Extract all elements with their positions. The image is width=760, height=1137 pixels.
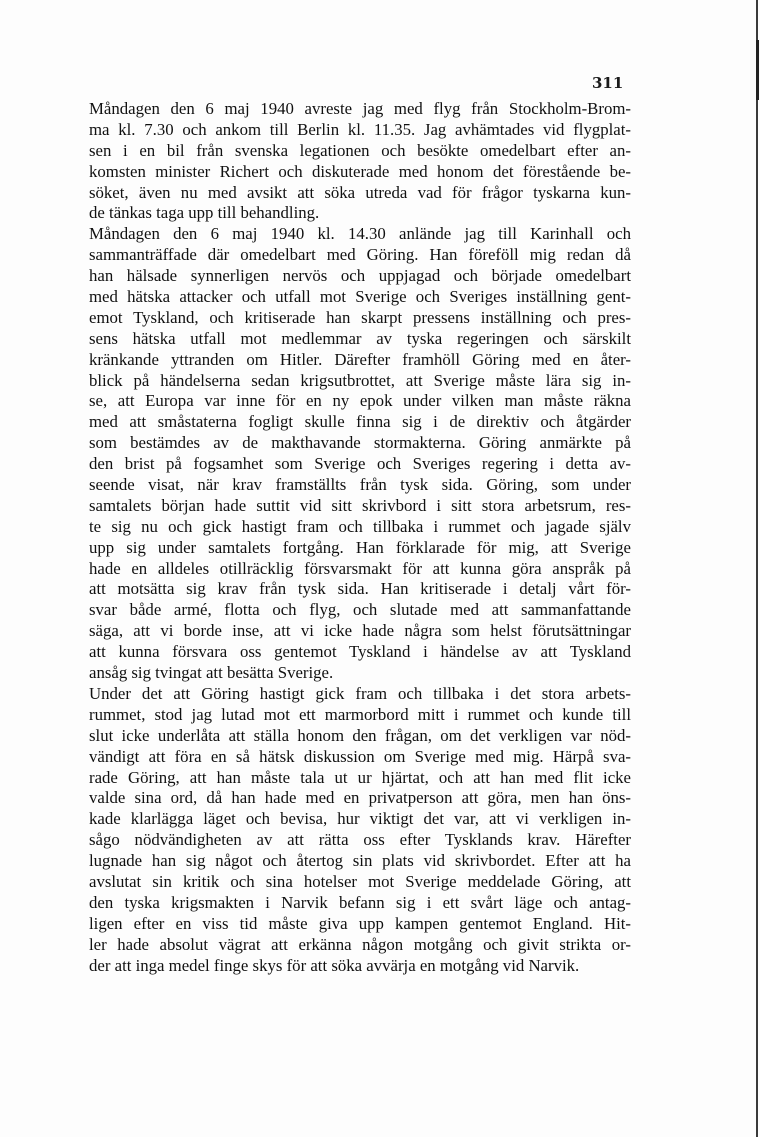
page-number: 311: [592, 74, 624, 92]
text-line: att motsätta sig krav från tysk sida. Han kritiserade i detalj vårt för-: [89, 579, 631, 599]
text-line: de tänkas taga upp till behandling.: [89, 203, 320, 223]
text-line: Måndagen den 6 maj 1940 kl. 14.30 anlände jag till Karinhall och: [89, 224, 631, 244]
paragraph: [89, 99, 631, 224]
text-line: sens hätska utfall mot medlemmar av tyska regeringen och särskilt: [89, 328, 631, 348]
text-line: kade klarlägga läget och bevisa, hur viktigt det var, att vi verkligen in-: [89, 809, 631, 829]
text-line: sågo nödvändigheten av att rätta oss efter Tysklands krav. Härefter: [89, 830, 631, 850]
text-line: te sig nu och gick hastigt fram och tillbaka i rummet och jagade själv: [89, 516, 631, 536]
text-line: rummet, stod jag lutad mot ett marmorbord mitt i rummet och kunde till: [89, 704, 631, 724]
text-line: Under det att Göring hastigt gick fram och tillbaka i det stora arbets-: [89, 683, 631, 703]
text-line: med att småstaterna fogligt skulle finna sig i de direktiv och åtgärder: [89, 412, 631, 432]
text-line: rade Göring, att han måste tala ut ur hjärtat, och att han med flit icke: [89, 767, 631, 787]
text-line: slut icke underlåta att ställa honom den frågan, om det verkligen var nöd-: [89, 725, 631, 745]
text-line: säga, att vi borde inse, att vi icke hade några som helst förutsättningar: [89, 621, 631, 641]
text-line: sen i en bil från svenska legationen och besökte omedelbart efter an-: [89, 140, 631, 160]
text-line: lugnade han sig något och återtog sin plats vid skrivbordet. Efter att ha: [89, 851, 631, 871]
text-line: söket, även nu med avsikt att söka utreda vad för frågor tyskarna kun-: [89, 182, 631, 202]
paragraph: [89, 684, 631, 976]
text-line: avslutat sin kritik och sina hotelser mot Sverige meddelade Göring, att: [89, 871, 631, 891]
text-line: svar både armé, flotta och flyg, och slutade med att sammanfattande: [89, 600, 631, 620]
text-line: den brist på fogsamhet som Sverige och Sveriges regering i detta av-: [89, 454, 631, 474]
text-line: der att inga medel finge skys för att söka avvärja en motgång vid Narvik.: [89, 955, 580, 975]
text-line: blick på händelserna sedan krigsutbrottet, att Sverige måste lära sig in-: [89, 370, 631, 390]
text-line: ligen efter en viss tid måste giva upp kampen gentemot England. Hit-: [89, 913, 631, 933]
text-line: komsten minister Richert och diskuterade med honom det förestående be-: [89, 161, 631, 181]
text-line: samtalets början hade suttit vid sitt skrivbord i sitt stora arbetsrum, res-: [89, 495, 631, 515]
text-line: kränkande yttranden om Hitler. Därefter framhöll Göring med en åter-: [89, 349, 631, 369]
text-line: vändigt att föra en så hätsk diskussion om Sverige med mig. Härpå sva-: [89, 746, 631, 766]
text-line: hade en alldeles otillräcklig försvarsmakt för att kunna göra anspråk på: [89, 558, 631, 578]
page-edge: [756, 0, 758, 1137]
text-line: se, att Europa var inne för en ny epok under vilken man måste räkna: [89, 391, 631, 411]
text-line: seende visat, när krav framställts från tysk sida. Göring, som under: [89, 475, 631, 495]
text-line: han hälsade synnerligen nervös och uppjagad och började omedelbart: [89, 266, 631, 286]
text-line: emot Tyskland, och kritiserade han skarpt pressens inställning och pres-: [89, 307, 631, 327]
text-line: ler hade absolut vägrat att erkänna någon motgång och givit strikta or-: [89, 934, 631, 954]
text-line: ma kl. 7.30 och ankom till Berlin kl. 11.35. Jag avhämtades vid flygplat-: [89, 119, 631, 139]
body-text: [89, 99, 631, 976]
text-line: Måndagen den 6 maj 1940 avreste jag med flyg från Stockholm-Brom-: [89, 99, 631, 118]
text-line: valde sina ord, då han hade med en privatperson att göra, men han öns-: [89, 788, 631, 808]
text-line: den tyska krigsmakten i Narvik befann sig i ett svårt läge och antag-: [89, 892, 631, 912]
text-line: att kunna försvara oss gentemot Tyskland i händelse av att Tyskland: [89, 642, 631, 662]
text-line: ansåg sig tvingat att besätta Sverige.: [89, 663, 334, 683]
text-line: upp sig under samtalets fortgång. Han förklarade för mig, att Sverige: [89, 537, 631, 557]
text-line: sammanträffade där omedelbart med Göring. Han föreföll mig redan då: [89, 245, 631, 265]
text-line: som bestämdes av de makthavande stormakterna. Göring anmärkte på: [89, 433, 631, 453]
paragraph: [89, 224, 631, 684]
text-line: med hätska attacker och utfall mot Sverige och Sveriges inställning gent-: [89, 287, 631, 307]
page-edge-mark: [756, 40, 759, 100]
